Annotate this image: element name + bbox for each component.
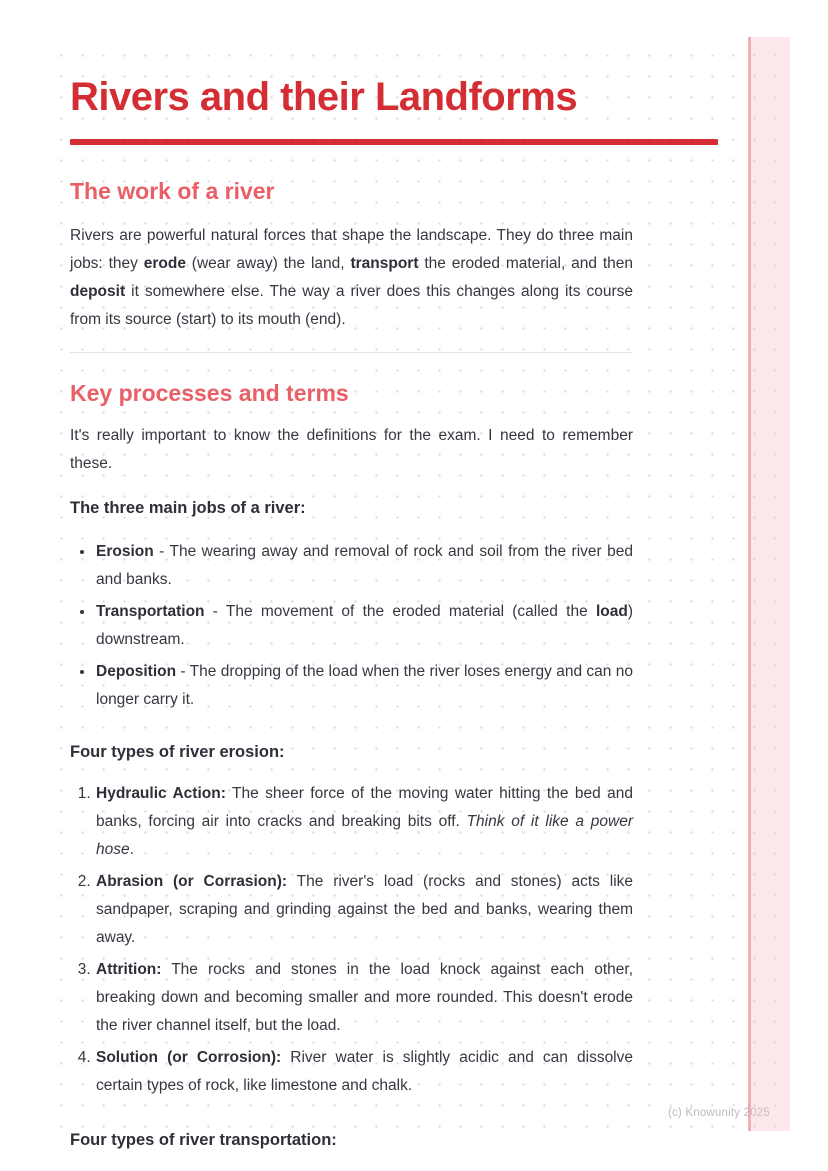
text-segment: Abrasion (or Corrasion): — [96, 872, 288, 890]
text-segment: (wear away) the land, — [185, 254, 351, 272]
text-segment: the eroded material, and then — [418, 254, 634, 272]
section-heading-key-processes: Key processes and terms — [70, 379, 349, 406]
text-segment: - The movement of the eroded material (called the — [204, 602, 596, 620]
page-content — [70, 37, 718, 1154]
paragraph-key-processes-intro — [70, 422, 633, 478]
main-jobs-bullet-list — [70, 538, 633, 714]
subheading-three-main-jobs: The three main jobs of a river: — [70, 498, 306, 517]
text-segment: River water is slightly acidic and can dissolve certain types of rock, like limestone and chalk. — [96, 1048, 634, 1094]
page-title: Rivers and their Landforms — [70, 75, 578, 119]
text-segment: deposit — [70, 282, 126, 300]
text-segment: The sheer force of the moving water hitting the bed and banks, forcing air into cracks and breaking bits off. — [96, 784, 633, 830]
text-segment: ) downstream. — [96, 602, 633, 648]
text-segment: Transportation — [96, 602, 205, 620]
list-item — [95, 658, 633, 714]
text-segment: load — [595, 602, 628, 620]
text-segment: The rocks and stones in the load knock against each other, breaking down and becoming smaller and more rounded. This doesn't erode the river channel itself, but the load. — [96, 960, 633, 1034]
text-segment: Solution (or Corrosion): — [96, 1048, 282, 1066]
text-segment: Attrition: — [96, 960, 162, 978]
copyright-footer: (c) Knowunity 2025 — [667, 1107, 770, 1119]
text-segment: - The wearing away and removal of rock and soil from the river bed and banks. — [96, 542, 633, 588]
text-segment: Deposition — [96, 662, 177, 680]
text-segment: Think of it like a power hose — [96, 812, 633, 858]
page-margin-stripe — [748, 37, 790, 1131]
text-segment: Rivers are powerful natural forces that shape the landscape. They do three main jobs: they — [70, 226, 633, 272]
erosion-types-numbered-list — [70, 780, 633, 1100]
text-segment: The river's load (rocks and stones) acts like sandpaper, scraping and grinding against the bed and banks, wearing them away. — [96, 872, 634, 946]
list-item — [95, 538, 633, 594]
list-item — [95, 598, 633, 654]
text-segment: Hydraulic Action: — [96, 784, 226, 802]
list-item — [95, 956, 633, 1040]
list-item — [95, 868, 633, 952]
text-segment: it somewhere else. The way a river does this changes along its course from its source (start) to its mouth (end). — [70, 282, 633, 328]
subheading-transportation-types: Four types of river transportation: — [70, 1130, 337, 1149]
text-segment: transport — [350, 254, 419, 272]
list-item — [95, 780, 633, 864]
title-underline-rule — [70, 139, 718, 145]
text-segment: Erosion — [96, 542, 154, 560]
section-divider — [70, 352, 633, 353]
paragraph-work-of-a-river — [70, 222, 633, 334]
notes-page — [45, 37, 790, 1149]
text-segment: . — [129, 840, 134, 858]
text-segment: - The dropping of the load when the river loses energy and can no longer carry it. — [96, 662, 633, 708]
subheading-erosion-types: Four types of river erosion: — [70, 742, 285, 761]
list-item — [95, 1044, 633, 1100]
text-segment: erode — [143, 254, 186, 272]
section-heading-work-of-a-river: The work of a river — [70, 178, 275, 204]
text-segment: It's really important to know the definitions for the exam. I need to remember these. — [70, 426, 633, 472]
